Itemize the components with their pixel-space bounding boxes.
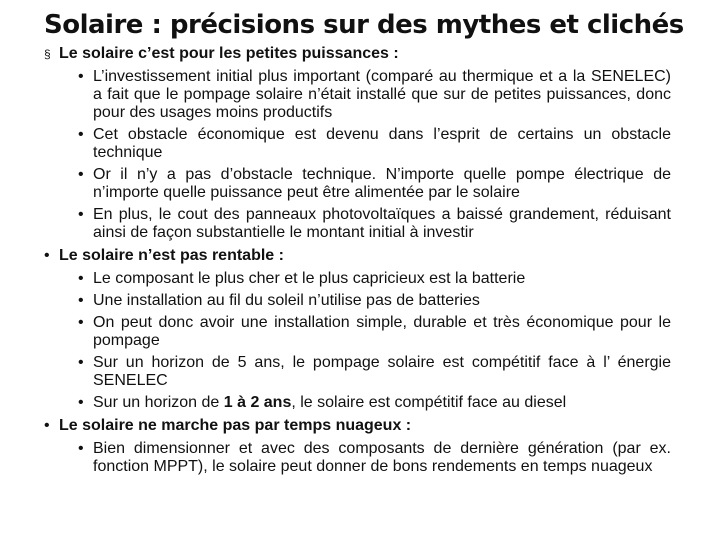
list-item-text: Une installation au fil du soleil n’utilise pas de batteries xyxy=(93,292,480,309)
bullet-icon: • xyxy=(78,126,84,143)
list-item-text: Bien dimensionner et avec des composants de dernière génération (par ex. fonction MPPT), le solaire peut donner de bons rendements en temps nuageux xyxy=(93,440,671,475)
list-item xyxy=(78,270,671,288)
bullet-icon: • xyxy=(78,270,84,287)
list-item xyxy=(78,166,671,202)
bullet-icon: • xyxy=(78,314,84,331)
list-item-text-emphasis: 1 à 2 ans xyxy=(223,394,292,411)
section-heading: Le solaire c’est pour les petites puissances : xyxy=(59,45,399,62)
section-small-power xyxy=(0,44,699,64)
list-item xyxy=(78,206,671,242)
section-heading: Le solaire n’est pas rentable : xyxy=(59,247,284,264)
list-item-text: Cet obstacle économique est devenu dans l’esprit de certains un obstacle technique xyxy=(93,126,671,161)
list-item xyxy=(78,292,671,310)
bullet-icon: • xyxy=(78,292,84,309)
list-item-text-start: Sur un horizon de xyxy=(93,394,224,411)
list-item-text: Sur un horizon de 5 ans, le pompage solaire est compétitif face à l’ énergie SENELEC xyxy=(93,354,671,389)
list-item-text: L’investissement initial plus important (comparé au thermique et a la SENELEC) a fait que le pompage solaire n’était installé que sur de petites puissances, donc pour des usages moins productifs xyxy=(93,68,671,121)
bullet-icon: • xyxy=(78,440,84,457)
slide-title: Solaire : précisions sur des mythes et clichés xyxy=(44,10,684,40)
section-cloudy-weather xyxy=(0,416,699,436)
square-bullet-icon: § xyxy=(44,47,51,61)
list-item xyxy=(78,354,671,390)
list-item xyxy=(78,68,671,122)
section-not-profitable xyxy=(0,246,699,266)
list-item xyxy=(78,314,671,350)
bullet-icon: • xyxy=(44,417,50,434)
list-item-text-end: , le solaire est compétitif face au diesel xyxy=(291,394,567,411)
slide-content xyxy=(0,44,720,476)
list-item-text: On peut donc avoir une installation simple, durable et très économique pour le pompage xyxy=(93,314,671,349)
bullet-icon: • xyxy=(78,68,84,85)
bullet-icon: • xyxy=(78,394,84,411)
bullet-icon: • xyxy=(78,166,84,183)
list-item xyxy=(78,126,671,162)
section-heading: Le solaire ne marche pas par temps nuageux : xyxy=(59,417,412,434)
list-item xyxy=(78,394,671,412)
list-item-text: En plus, le cout des panneaux photovoltaïques a baissé grandement, réduisant ainsi de façon substantielle le montant initial à investir xyxy=(93,206,671,241)
list-item xyxy=(78,440,671,476)
bullet-icon: • xyxy=(78,354,84,371)
list-item-text: Le composant le plus cher et le plus capricieux est la batterie xyxy=(93,270,526,287)
bullet-icon: • xyxy=(44,247,50,264)
bullet-icon: • xyxy=(78,206,84,223)
list-item-text: Or il n’y a pas d’obstacle technique. N’importe quelle pompe électrique de n’importe quelle puissance peut être alimentée par le solaire xyxy=(93,166,671,201)
